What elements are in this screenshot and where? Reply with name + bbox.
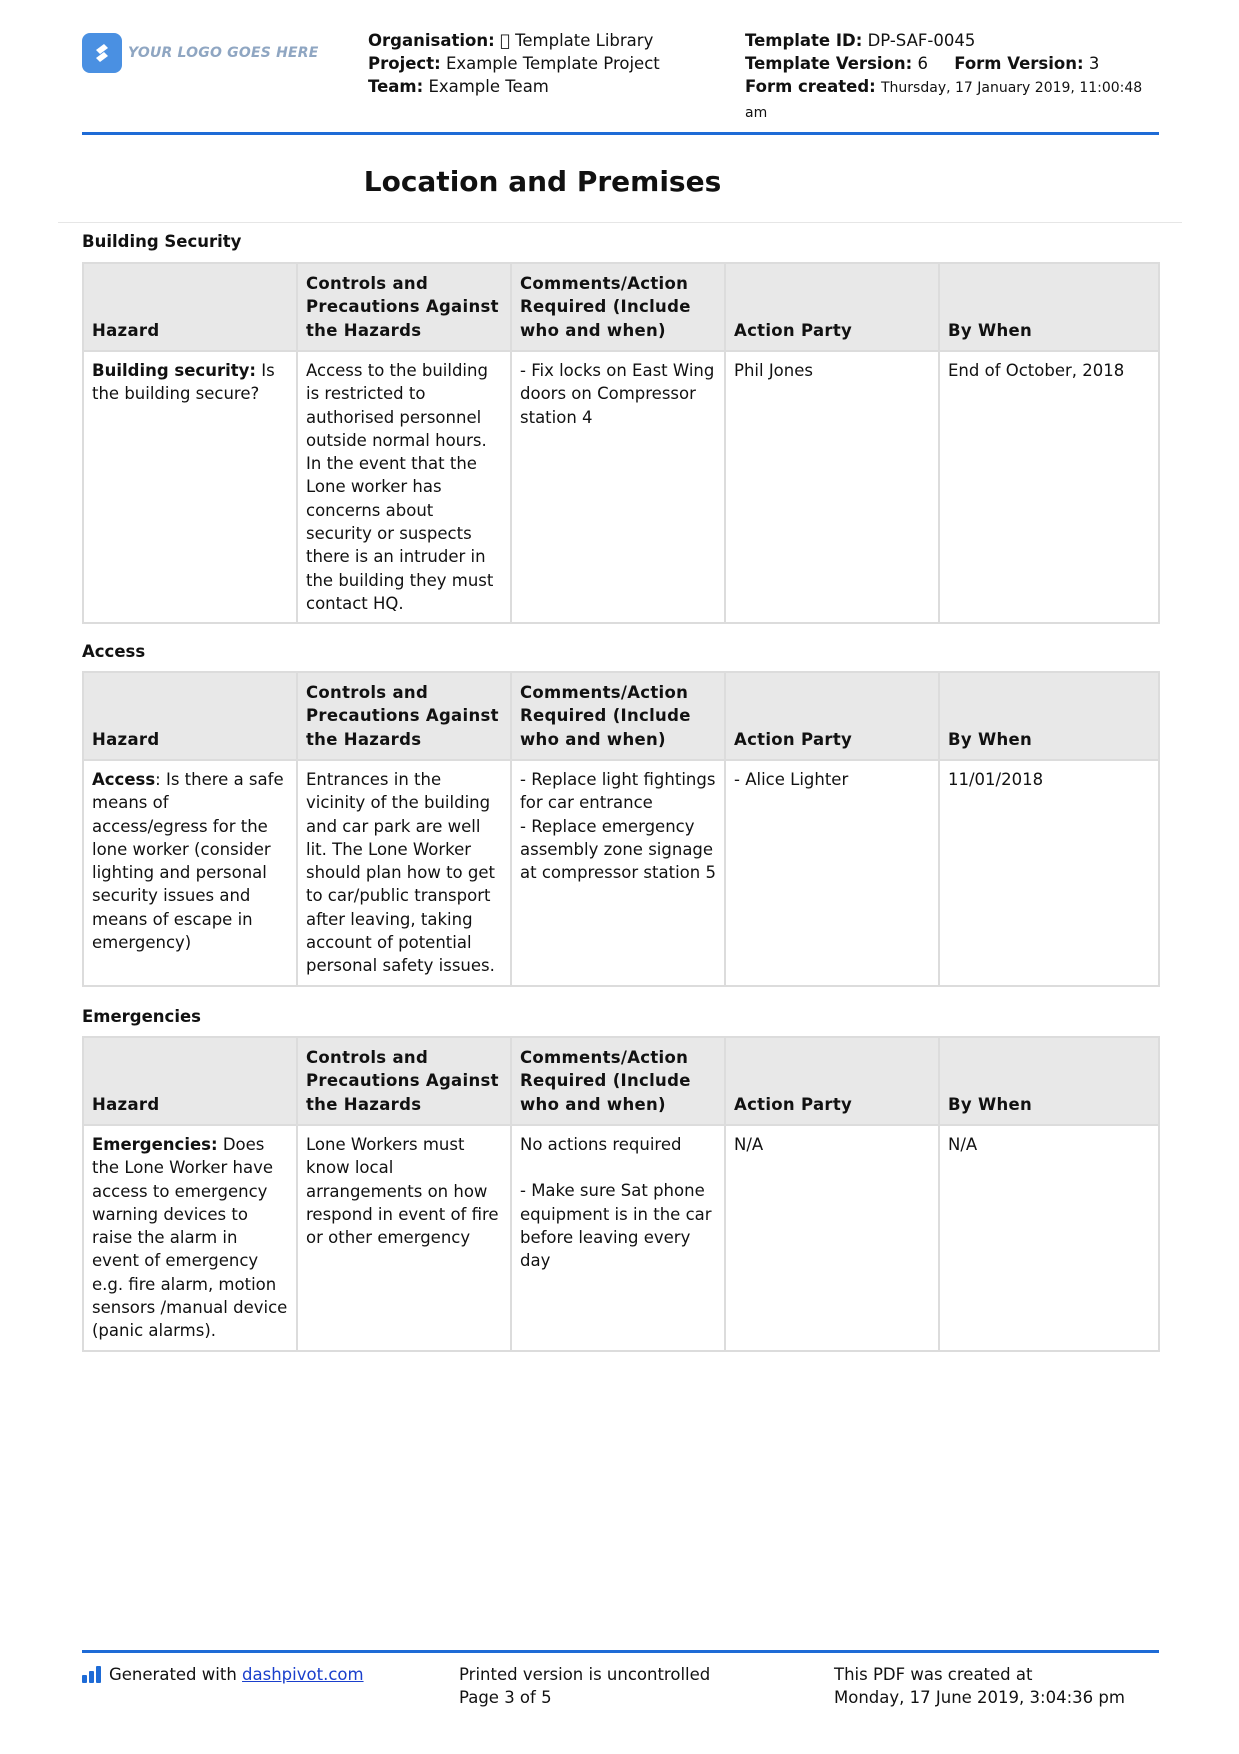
dashpivot-link[interactable]: dashpivot.com <box>242 1665 364 1684</box>
col-header-controls: Controls and Precautions Against the Hazards <box>297 263 511 351</box>
page-number: Page 3 of 5 <box>459 1688 552 1707</box>
col-header-by-when: By When <box>939 672 1159 760</box>
comment-line: - Replace light fightings for car entrance <box>520 770 716 813</box>
section-label-access: Access <box>82 642 146 661</box>
hazard-title: Access <box>92 770 156 789</box>
footer-divider <box>82 1650 1159 1653</box>
table-row <box>83 760 1159 986</box>
dashpivot-bars-icon <box>82 1666 101 1683</box>
table-row <box>83 351 1159 623</box>
col-header-comments: Comments/Action Required (Include who and when) <box>511 672 725 760</box>
controls-cell: Entrances in the vicinity of the building and car park are well lit. The Lone Worker should plan how to get to car/public transport after leaving, taking account of potential personal safety issues. <box>297 760 511 986</box>
team-label: Team: <box>368 77 424 96</box>
col-header-controls: Controls and Precautions Against the Hazards <box>297 1037 511 1125</box>
hazard-table-access <box>82 671 1160 987</box>
col-header-action-party: Action Party <box>725 263 939 351</box>
comment-line: No actions required <box>520 1135 682 1154</box>
table-header-row <box>83 1037 1159 1125</box>
action-party-cell: N/A <box>725 1125 939 1351</box>
section-label-emergencies: Emergencies <box>82 1007 201 1026</box>
organisation-block <box>368 29 660 98</box>
hazard-cell <box>83 760 297 986</box>
hazard-table-emergencies <box>82 1036 1160 1352</box>
form-version-label: Form Version: <box>954 54 1084 73</box>
document-header <box>82 28 1159 138</box>
generated-prefix: Generated with <box>109 1665 237 1684</box>
table-header-row <box>83 263 1159 351</box>
print-status <box>459 1663 710 1709</box>
table-row <box>83 1125 1159 1351</box>
col-header-hazard: Hazard <box>83 672 297 760</box>
hazard-table-building-security <box>82 262 1160 624</box>
section-label-building-security: Building Security <box>82 232 242 251</box>
project-label: Project: <box>368 54 441 73</box>
header-divider <box>82 132 1159 135</box>
form-created-label: Form created: <box>745 77 876 96</box>
comments-cell <box>511 1125 725 1351</box>
col-header-action-party: Action Party <box>725 672 939 760</box>
comment-line: - Fix locks on East Wing doors on Compressor station 4 <box>520 361 715 427</box>
template-id-label: Template ID: <box>745 31 863 50</box>
by-when-cell: N/A <box>939 1125 1159 1351</box>
col-header-by-when: By When <box>939 1037 1159 1125</box>
uncontrolled-note: Printed version is uncontrolled <box>459 1665 711 1684</box>
template-version-label: Template Version: <box>745 54 913 73</box>
form-version-value: 3 <box>1088 54 1100 73</box>
comment-line: - Replace emergency assembly zone signage at compressor station 5 <box>520 816 716 883</box>
hazard-title: Building security: <box>92 361 256 380</box>
col-header-hazard: Hazard <box>83 263 297 351</box>
hazard-title: Emergencies: <box>92 1135 218 1154</box>
comments-cell <box>511 760 725 986</box>
comment-spacer <box>520 1156 716 1179</box>
col-header-action-party: Action Party <box>725 1037 939 1125</box>
organisation-label: Organisation: <box>368 31 495 50</box>
hazard-cell <box>83 1125 297 1351</box>
comment-line: - Make sure Sat phone equipment is in the car before leaving every day <box>520 1181 712 1271</box>
generated-with <box>82 1663 364 1686</box>
company-logo <box>82 33 319 73</box>
action-party-cell: Phil Jones <box>725 351 939 623</box>
table-header-row <box>83 672 1159 760</box>
by-when-cell: End of October, 2018 <box>939 351 1159 623</box>
hazard-description: : Is there a safe means of access/egress for the lone worker (consider lighting and personal security issues and means of escape in emergency) <box>92 770 284 953</box>
logo-text: YOUR LOGO GOES HERE <box>128 45 319 61</box>
pdf-created <box>834 1663 1125 1709</box>
page-title: Location and Premises <box>363 165 722 198</box>
template-id-value: DP-SAF-0045 <box>867 31 976 50</box>
title-divider <box>58 222 1182 223</box>
controls-cell: Access to the building is restricted to authorised personnel outside normal hours. In the event that the Lone worker has concerns about security or suspects there is an intruder in the building they must contact HQ. <box>297 351 511 623</box>
col-header-comments: Comments/Action Required (Include who and when) <box>511 1037 725 1125</box>
organisation-value: Template Library <box>499 31 639 50</box>
team-value: Example Team <box>428 77 549 96</box>
by-when-cell: 11/01/2018 <box>939 760 1159 986</box>
pdf-created-value: Monday, 17 June 2019, 3:04:36 pm <box>834 1688 1125 1707</box>
form-created-value: Thursday, 17 January 2019, 11:00:48 am <box>745 80 1143 121</box>
comments-cell <box>511 351 725 623</box>
template-version-value: 6 <box>917 54 928 73</box>
logo-icon <box>82 33 122 73</box>
action-party-cell: - Alice Lighter <box>725 760 939 986</box>
col-header-comments: Comments/Action Required (Include who and when) <box>511 263 725 351</box>
hazard-description: Is the building secure? <box>92 361 275 404</box>
col-header-controls: Controls and Precautions Against the Hazards <box>297 672 511 760</box>
pdf-created-label: This PDF was created at <box>834 1665 1033 1684</box>
col-header-hazard: Hazard <box>83 1037 297 1125</box>
hazard-cell <box>83 351 297 623</box>
hazard-description: Does the Lone Worker have access to emergency warning devices to raise the alarm in event of emergency e.g. fire alarm, motion sensors /manual device (panic alarms). <box>92 1135 288 1341</box>
col-header-by-when: By When <box>939 263 1159 351</box>
controls-cell: Lone Workers must know local arrangements on how respond in event of fire or other emergency <box>297 1125 511 1351</box>
project-value: Example Template Project <box>445 54 660 73</box>
template-info-block <box>745 29 1165 125</box>
